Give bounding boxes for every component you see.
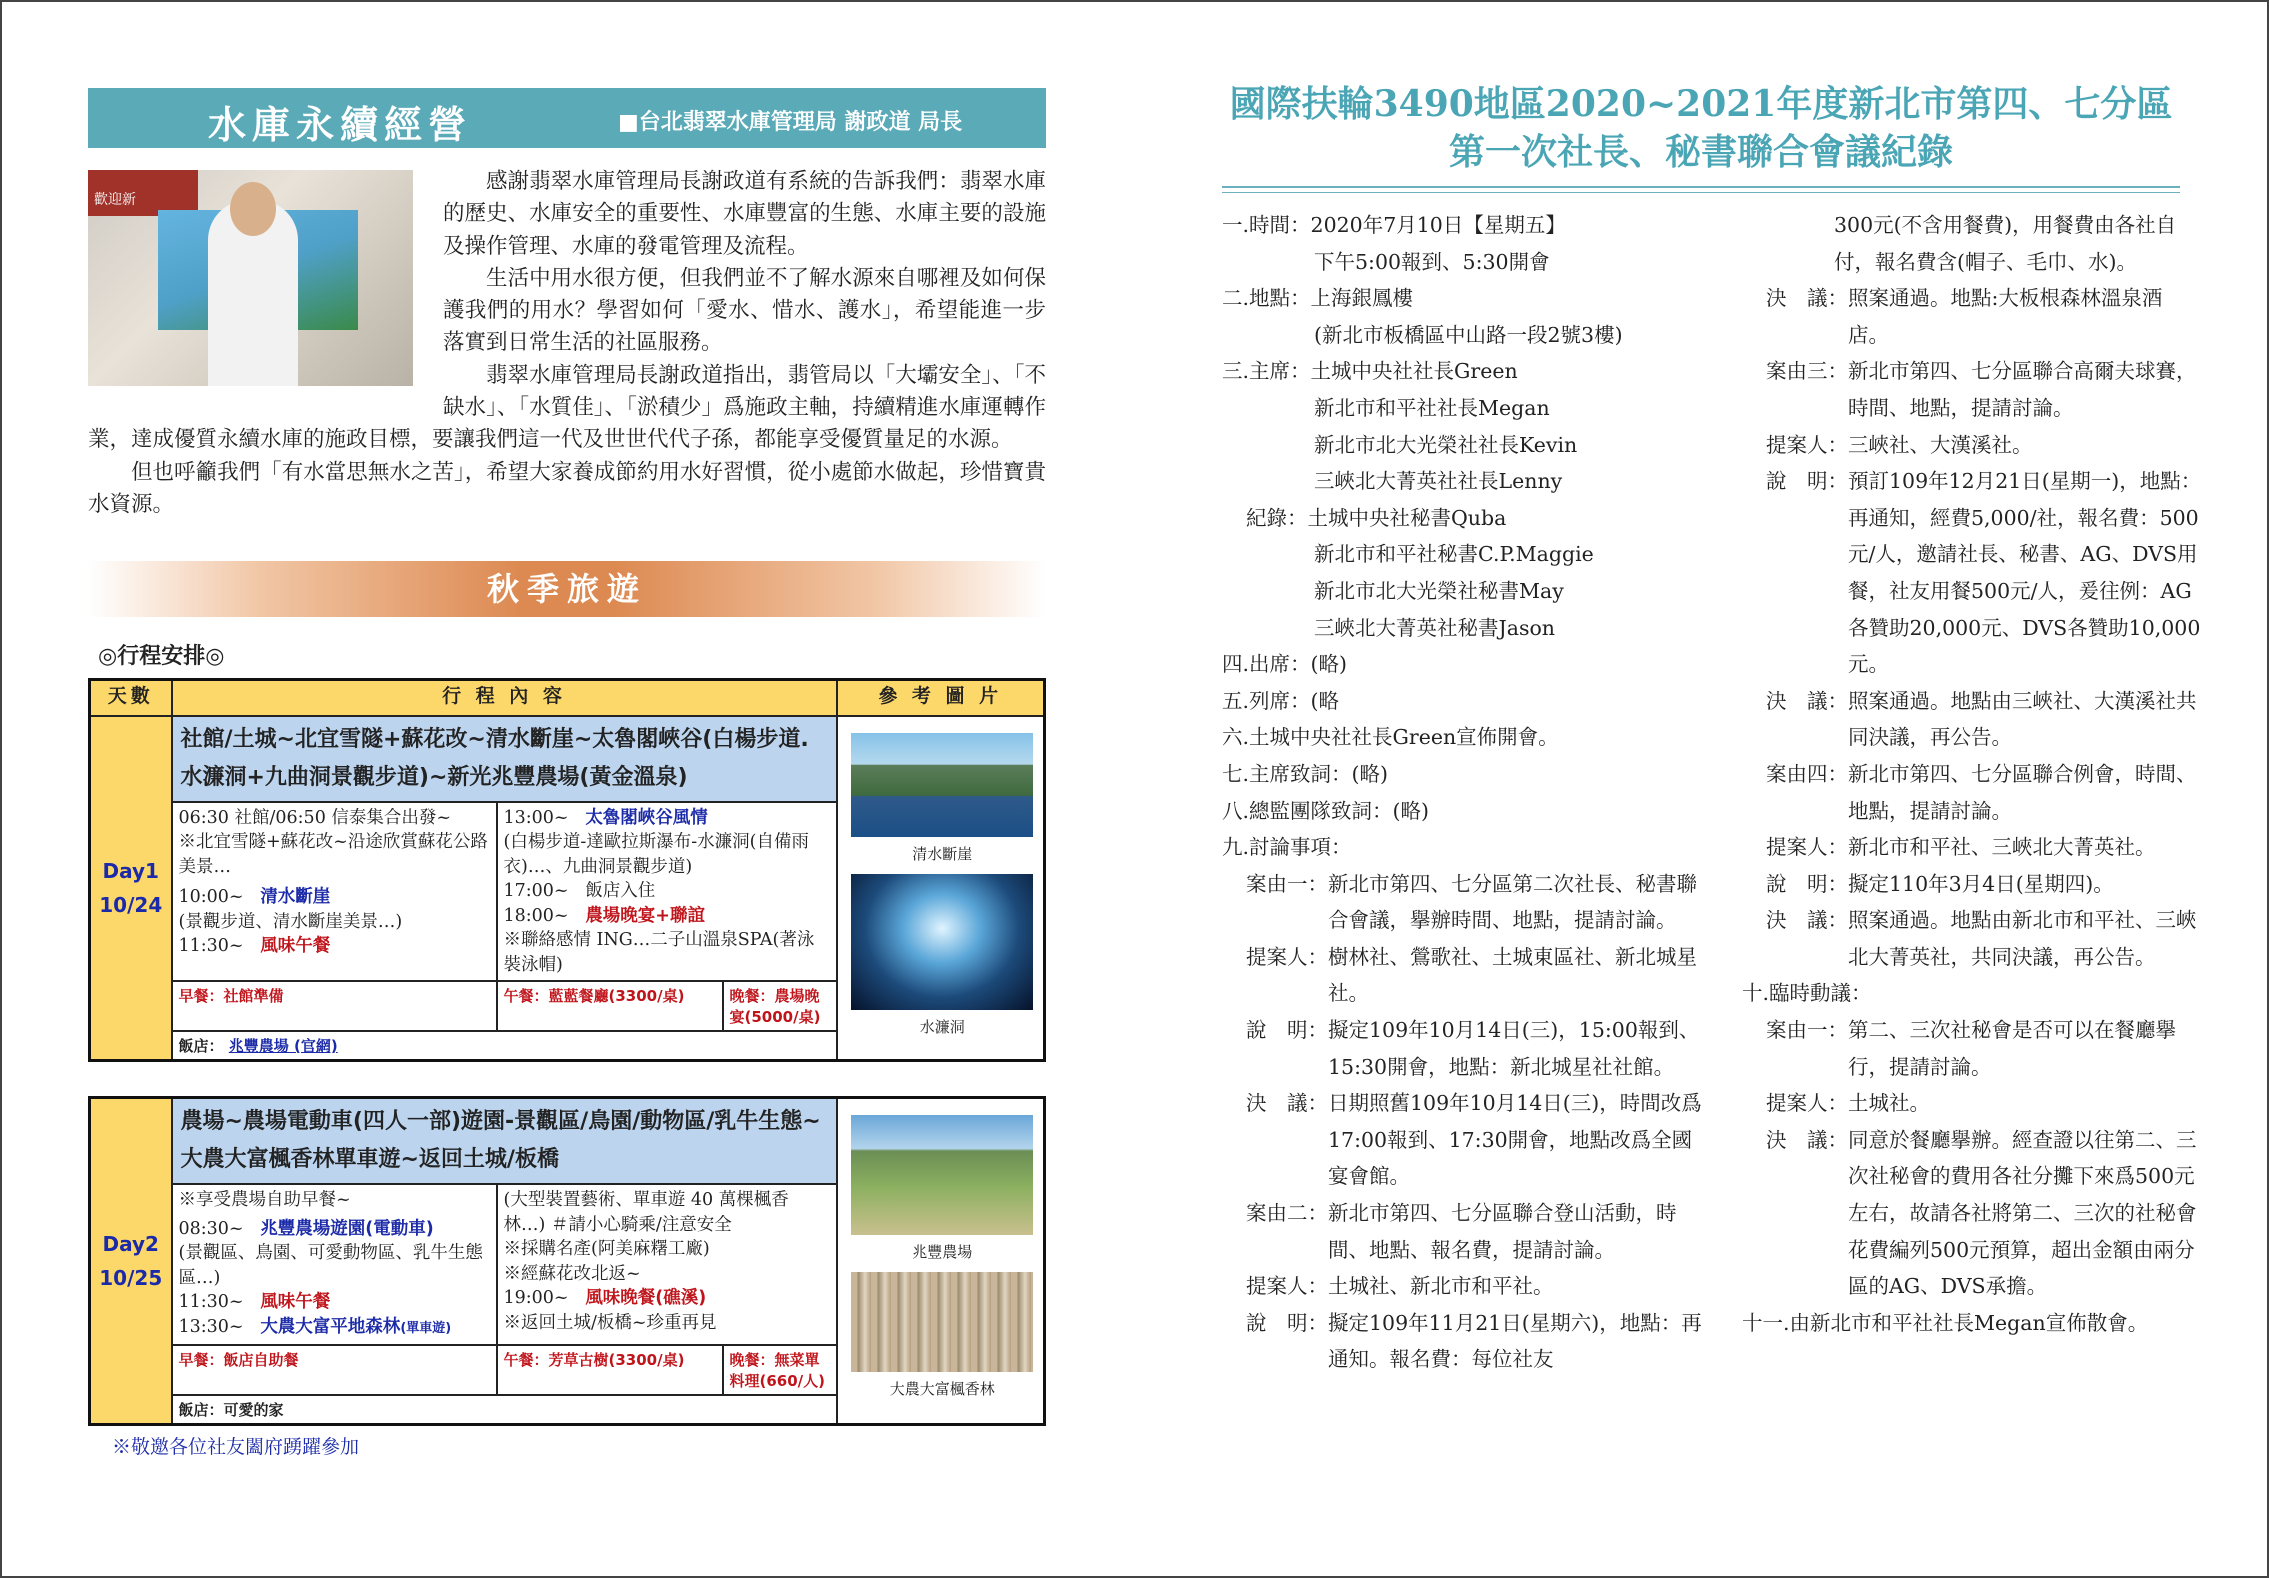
minutes-item-text: 三峽北大菁英社秘書Jason [1314,615,1556,640]
title-rule [1222,192,2180,193]
minutes-item [1742,1012,2202,1085]
minutes-item-label: 決 議： [1766,688,1848,713]
day1-label: Day1 10/24 [90,716,172,1061]
minutes-item-text: 土城社。 [1848,1091,1930,1116]
minutes-item [1742,427,2202,464]
minutes-item-label: 二.地點： [1222,286,1311,311]
minutes-item-label: 案由三： [1766,359,1848,384]
minutes-item [1222,829,1712,866]
minutes-item [1222,719,1712,756]
day2-pictures [837,1098,1045,1425]
paragraph-2: 生活中用水很方便，但我們並不了解水源來自哪裡及如何保護我們的用水？學習如何「愛水、惜水、護水」，希望能進一步落實到日常生活的社區服務。 [443,265,1046,356]
minutes-item-text: 上海銀鳳樓 [1310,286,1414,311]
minutes-item-text: 三峽社、大漢溪社。 [1848,432,2033,457]
minutes-item [1742,902,2202,975]
farm-photo [851,1115,1033,1235]
minutes-item [1222,793,1712,830]
minutes-item-text: 300元(不含用餐費)，用餐費由各社自付，報名費含(帽子、毛巾、水)。 [1834,213,2177,274]
title-rule [1222,186,2180,188]
paragraph-1: 感謝翡翠水庫管理局長謝政道有系統的告訴我們：翡翠水庫的歷史、水庫安全的重要性、水庫豐富的生態、水庫主要的設施及操作管理、水庫的發電管理及流程。 [443,169,1046,259]
minutes-item [1222,207,1712,244]
minutes-item-label: 說 明： [1766,469,1848,494]
minutes-item [1222,390,1712,427]
minutes-item-text: 三峽北大菁英社社長Lenny [1314,469,1563,494]
article-title: 水庫永續經營 [208,103,473,147]
autumn-trip-banner [88,561,1046,617]
minutes-item [1742,1085,2202,1122]
minutes-item-text: 土城中央社社長Green宣佈開會。 [1249,725,1559,750]
minutes-item-text: 擬定109年10月14日(三)，15:00報到、15:30開會，地點：新北城星社社館。 [1328,1018,1700,1079]
minutes-item [1742,463,2202,683]
header-pictures: 參 考 圖 片 [837,680,1045,716]
minutes-item-label: 十一. [1742,1310,1790,1335]
day1-route: 社館/土城~北宜雪隧+蘇花改~清水斷崖~太魯閣峽谷(白楊步道.水濂洞+九曲洞景觀步道)~新光兆豐農場(黃金溫泉) [172,716,837,802]
minutes-item-text: 擬定110年3月4日(星期四)。 [1848,871,2114,896]
day1-hotel: 飯店： 兆豐農場 (官網) [172,1031,837,1061]
minutes-item-text: 日期照舊109年10月14日(三)，時間改爲17:00報到、17:30開會，地點改爲全國宴會館。 [1328,1091,1702,1189]
minutes-item-text: (新北市板橋區中山路一段2號3樓) [1314,322,1623,347]
minutes-item-text: 土城中央社秘書Quba [1307,505,1507,530]
left-page [88,88,1046,1459]
minutes-item [1742,207,2202,280]
day1-pictures [837,716,1045,1061]
autumn-trip-title: 秋季旅遊 [486,570,647,609]
minutes-item-text: 照案通過。地點:大板根森林溫泉酒店。 [1848,286,2163,347]
minutes-item [1222,1305,1712,1378]
minutes-item-text: 2020年7月10日【星期五】 [1310,213,1566,237]
minutes-item-label: 六. [1222,725,1250,750]
minutes-item [1222,1195,1712,1268]
minutes-item-text: 照案通過。地點由三峽社、大漢溪社共同決議，再公告。 [1848,688,2197,750]
minutes-item [1222,353,1712,390]
minutes-item [1222,317,1712,354]
minutes-item-text: (略) [1392,798,1430,823]
minutes-item-label: 決 議： [1766,1127,1848,1152]
minutes-item-label: 提案人： [1766,835,1848,860]
minutes-item-text: 由新北市和平社社長Megan宣佈散會。 [1789,1310,2149,1335]
minutes-item-label: 提案人： [1766,1091,1848,1116]
minutes-item [1222,244,1712,281]
minutes-item-label: 一.時間： [1222,213,1311,237]
day1-morning: 06:30 社館/06:50 信泰集合出發~ ※北宜雪隧+蘇花改~沿途欣賞蘇花公路美景… 10:00~ 清水斷崖 (景觀步道、清水斷崖美景…) 11:30~ 風味午餐 [172,802,497,982]
minutes-item-text: 第二、三次社秘會是否可以在餐廳擧行，提請討論。 [1848,1018,2176,1079]
minutes-item-label: 五.列席： [1222,688,1311,713]
minutes-item [1222,500,1712,537]
minutes-item-text [1872,975,2202,1012]
article-body [88,166,1046,521]
cliff-photo [851,733,1033,837]
day1-lunch: 午餐：藍藍餐廳(3300/桌) [497,981,723,1031]
minutes-item-text: 新北市第四、七分區聯合例會，時間、地點，提請討論。 [1848,761,2197,823]
minutes-item-text: 新北市和平社、三峽北大菁英社。 [1848,835,2156,860]
day2-dinner: 晚餐：無菜單料理(660/人) [723,1345,837,1395]
minutes-item-label: 七.主席致詞： [1222,761,1352,786]
minutes-item-label: 案由一： [1766,1018,1848,1043]
minutes-item-text: 土城中央社社長Green [1310,359,1518,384]
minutes-item [1742,1305,2202,1342]
minutes-item [1222,536,1712,573]
minutes-item-label: 案由一： [1246,871,1328,896]
day2-table [88,1096,1046,1426]
speaker-photo [88,170,413,386]
pic-caption: 大農大富楓香林 [889,1380,995,1399]
minutes-item [1222,866,1712,939]
minutes-item-text: 新北市和平社秘書C.P.Maggie [1314,542,1594,567]
minutes-item-text: 新北市北大光榮社社長Kevin [1314,432,1578,457]
minutes-item [1742,975,2202,1012]
minutes-item [1222,427,1712,464]
minutes-title: 國際扶輪3490地區2020~2021年度新北市第四、七分區 第一次社長、秘書聯合會議紀錄 [1229,83,2173,173]
minutes-item [1742,756,2202,829]
minutes-item [1742,866,2202,903]
pic-caption: 兆豐農場 [912,1243,973,1262]
minutes-item [1222,1012,1712,1085]
header-day: 天數 [90,680,172,716]
minutes-item [1222,610,1712,647]
minutes-item-label: 決 議： [1766,908,1848,933]
minutes-item-label: 說 明： [1246,1310,1328,1335]
day2-hotel: 飯店：可愛的家 [172,1395,837,1425]
minutes-item-label: 九.討論事項： [1222,835,1352,860]
minutes-item-text: (略) [1310,652,1348,677]
minutes-item [1222,683,1712,720]
minutes-item [1742,353,2202,426]
minutes-item-label: 提案人： [1766,432,1848,457]
minutes-item [1222,646,1712,683]
minutes-item-label: 三.主席： [1222,359,1311,384]
minutes-item-text: 新北市和平社社長Megan [1314,395,1550,420]
minutes-item-label: 紀錄： [1246,505,1308,530]
day2-breakfast: 早餐：飯店自助餐 [172,1345,497,1395]
minutes-item-label: 八.總監團隊致詞： [1222,798,1393,823]
minutes-item [1222,463,1712,500]
minutes-item-text: 新北市第四、七分區聯合高爾夫球賽，時間、地點，提請討論。 [1848,359,2197,420]
day1-breakfast: 早餐：社館準備 [172,981,497,1031]
minutes-column-2 [1742,207,2202,1341]
minutes-item-text: 擬定109年11月21日(星期六)，地點：再通知。報名費：每位社友 [1328,1310,1702,1372]
minutes-item-label: 四.出席： [1222,652,1311,677]
minutes-item-text: 新北市第四、七分區第二次社長、秘書聯合會議，擧辦時間、地點，提請討論。 [1328,871,1697,933]
minutes-item-label: 提案人： [1246,944,1328,969]
article-header [88,88,1046,148]
minutes-item [1742,829,2202,866]
minutes-item-label: 提案人： [1246,1274,1328,1299]
forest-photo [851,1272,1033,1372]
paragraph-3: 翡翠水庫管理局長謝政道指出，翡管局以「大壩安全」、「不缺水」、「水質佳」、「淤積少」爲施政主軸，持續精進水庫運轉作業，達成優質永續水庫的施政目標，要讓我們這一代及世世代代子孫，都能享受優質量足的水源。 [88,362,1046,453]
minutes-item [1742,1122,2202,1305]
minutes-item [1222,756,1712,793]
minutes-column-1 [1222,207,1712,1378]
invitation-note: ※敬邀各位社友闔府踴躍參加 [112,1436,360,1459]
minutes-item-label: 決 議： [1246,1091,1328,1116]
minutes-item-label: 說 明： [1766,871,1848,896]
right-page [1222,80,2202,1372]
day2-afternoon: (大型裝置藝術、單車遊 40 萬棵楓香林…) ＃請小心騎乘/注意安全 ※採購名產(阿美麻糬工廠) ※經蘇花改北返~ 19:00~ 風味晚餐(礁溪) ※返回土城/板橋~珍重再見 [497,1184,837,1345]
minutes-item-text: 新北市第四、七分區聯合登山活動，時間、地點、報名費，提請討論。 [1328,1201,1677,1262]
minutes-item [1222,1268,1712,1305]
header-content: 行 程 內 容 [172,680,837,716]
minutes-item-label: 說 明： [1246,1018,1328,1043]
minutes-item-text: 土城社、新北市和平社。 [1328,1274,1554,1299]
hotel-link[interactable]: 兆豐農場 (官網) [228,1037,338,1056]
day1-dinner: 晚餐：農場晚宴(5000/桌) [723,981,837,1031]
minutes-item-text: 照案通過。地點由新北市和平社、三峽北大菁英社，共同決議，再公告。 [1848,908,2197,969]
minutes-item-text: 預訂109年12月21日(星期一)，地點：再通知，經費5,000/社，報名費：500元/人，邀請社長、秘書、AG、DVS用餐，社友用餐500元/人，爰往例：AG各贊助20,000元、DVS各贊助10,000元。 [1848,469,2202,677]
minutes-item [1222,939,1712,1012]
minutes-item [1222,280,1712,317]
minutes-item-text: 同意於餐廳擧辦。經查證以往第二、三次社秘會的費用各社分攤下來爲500元左右，故請各社將第二、三次的社秘會花費編列500元預算，超出金額由兩分區的AG、DVS承擔。 [1848,1127,2197,1299]
pic-caption: 水濂洞 [919,1017,965,1036]
minutes-item-text: 新北市北大光榮社秘書May [1314,578,1564,603]
day2-morning: ※享受農場自助早餐~ 08:30~ 兆豐農場遊園(電動車) (景觀區、鳥園、可愛動物區、乳牛生態區…) 11:30~ 風味午餐 13:30~ 大農大富平地森林(單車遊) [172,1184,497,1345]
schedule-heading: ◎行程安排◎ [98,644,225,670]
minutes-item [1222,1085,1712,1195]
minutes-item-label: 案由二： [1246,1201,1328,1226]
minutes-item-text: 樹林社、鶯歌社、土城東區社、新北城星社。 [1328,944,1697,1006]
paragraph-4: 但也呼籲我們「有水當思無水之苦」，希望大家養成節約用水好習慣，從小處節水做起，珍惜寶貴水資源。 [88,459,1046,517]
minutes-item [1742,683,2202,756]
day1-table [88,678,1046,1062]
minutes-item-label: 十.臨時動議： [1742,981,1872,1006]
minutes-item-text [1352,829,1712,866]
minutes-item [1222,573,1712,610]
day1-afternoon: 13:00~ 太魯閣峽谷風情 (白楊步道-達歐拉斯瀑布-水濂洞(自備雨衣)…、九曲洞景觀步道) 17:00~ 飯店入住 18:00~ 農場晚宴+聯誼 ※聯絡感情 ING…二子山溫泉SPA(著泳裝泳帽) [497,802,837,982]
minutes-item-text: 下午5:00報到、5:30開會 [1314,249,1550,274]
day2-label: Day2 10/25 [90,1098,172,1425]
minutes-item-text: (略) [1351,761,1389,786]
day2-route: 農場~農場電動車(四人一部)遊園-景觀區/鳥園/動物區/乳牛生態~大農大富楓香林單車遊~返回土城/板橋 [172,1098,837,1185]
day2-lunch: 午餐：芳草古樹(3300/桌) [497,1345,723,1395]
minutes-item [1742,280,2202,353]
minutes-item-text: (略 [1310,688,1340,713]
minutes-item-label: 案由四： [1766,761,1848,786]
pic-caption: 清水斷崖 [912,844,973,863]
cave-photo [851,874,1033,1010]
photo-banner: 歡迎新 [88,170,198,216]
article-byline: ■台北翡翠水庫管理局 謝政道 局長 [618,110,963,135]
minutes-item-label: 決 議： [1766,286,1848,311]
